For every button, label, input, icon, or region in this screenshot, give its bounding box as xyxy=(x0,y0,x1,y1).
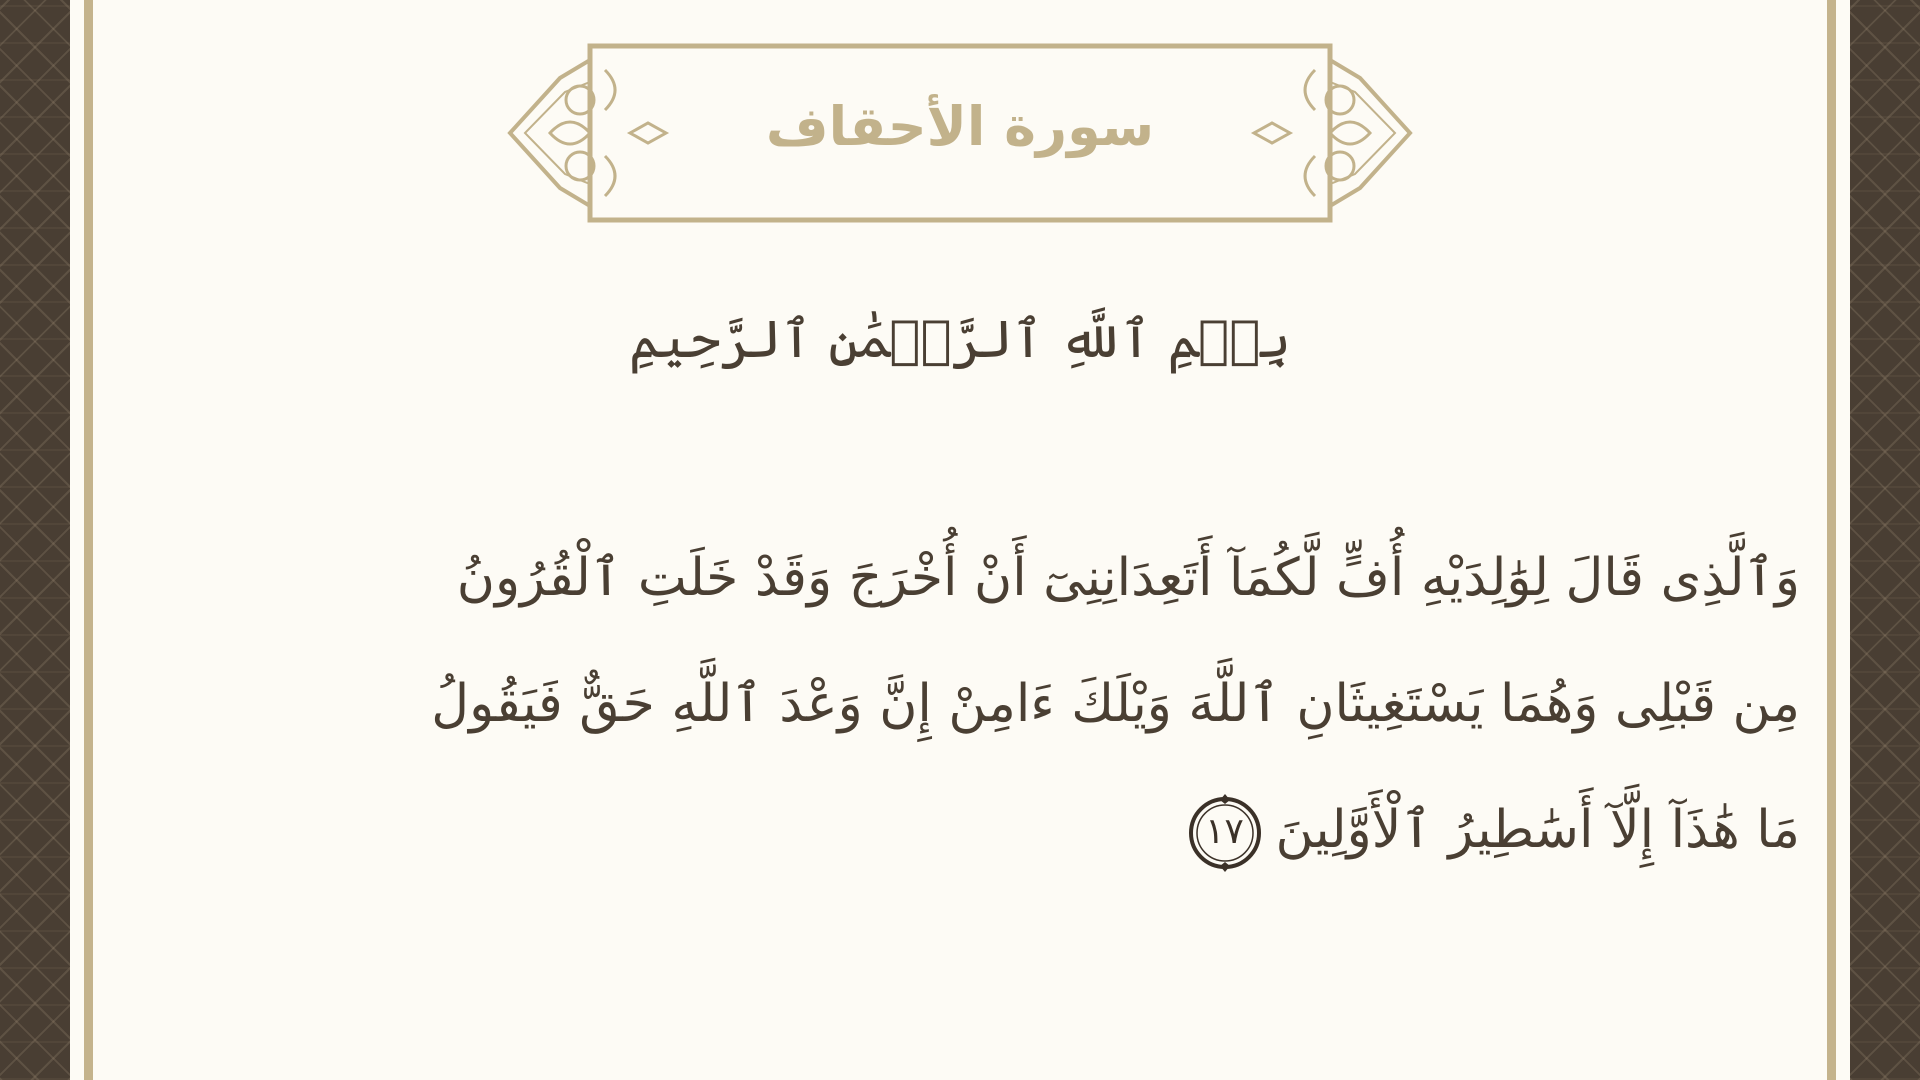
left-ornamental-border xyxy=(0,0,70,1080)
ayah-end-marker xyxy=(1184,792,1266,874)
verse-line-2: مِن قَبْلِى وَهُمَا يَسْتَغِيثَانِ ٱللَّهَ وَيْلَكَ ءَامِنْ إِنَّ وَعْدَ ٱللَّهِ حَقٌّ فَيَقُولُ xyxy=(431,674,1800,734)
right-gold-rule xyxy=(1827,0,1836,1080)
surah-title: سورة الأحقاف xyxy=(765,95,1155,158)
ayah-number: ١٧ xyxy=(1205,811,1244,852)
verse-line-3 xyxy=(240,767,1800,893)
basmala: بِسۡمِ ٱللَّهِ ٱلرَّحۡمَٰنِ ٱلرَّحِيمِ xyxy=(629,310,1291,370)
left-gold-rule xyxy=(84,0,93,1080)
verse-line-1: وَٱلَّذِى قَالَ لِوَٰلِدَيْهِ أُفٍّ لَّكُمَآ أَتَعِدَانِنِىٓ أَنْ أُخْرَجَ وَقَدْ خَلَتِ ٱلْقُرُونُ xyxy=(456,548,1800,608)
surah-title-frame xyxy=(430,0,1490,230)
verse-text xyxy=(240,515,1800,893)
right-ornamental-border xyxy=(1850,0,1920,1080)
verse-line-3-text: مَا هَٰذَآ إِلَّآ أَسَٰطِيرُ ٱلْأَوَّلِينَ xyxy=(1275,800,1800,860)
